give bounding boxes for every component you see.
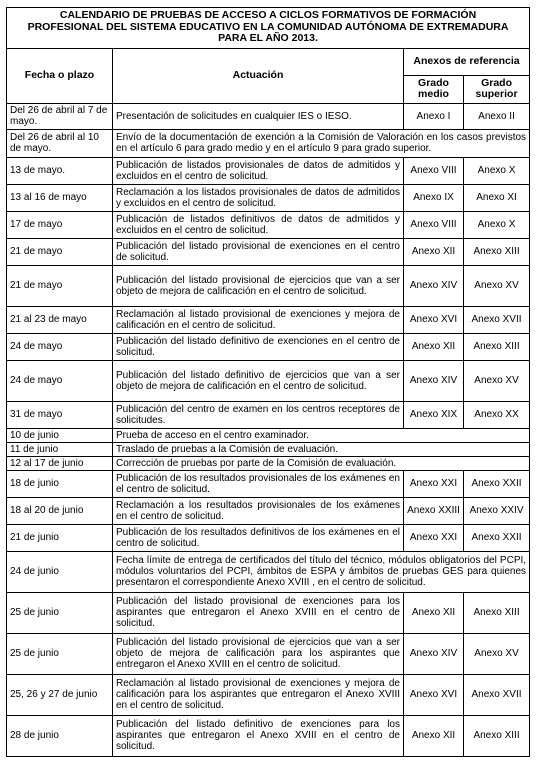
header-row: [7, 48, 530, 75]
anexo-medio-cell: Anexo XII: [404, 592, 464, 633]
anexo-superior-cell: Anexo XXII: [464, 470, 530, 497]
actuacion-cell: Publicación del centro de examen en los centros receptores de solicitudes.: [113, 401, 404, 428]
anexo-superior-cell: Anexo XV: [464, 265, 530, 306]
fecha-cell: 18 de junio: [7, 470, 113, 497]
actuacion-cell: Publicación del listado provisional de exenciones para los aspirantes que entregaron el Anexo XVIII en el centro de solicitud.: [113, 592, 404, 633]
actuacion-cell: Publicación del listado definitivo de exenciones para los aspirantes que entregaron el Anexo XVIII en el centro de solicitud.: [113, 715, 404, 756]
table-row: [7, 184, 530, 211]
table-row: [7, 129, 530, 157]
fecha-cell: 17 de mayo: [7, 211, 113, 238]
anexo-superior-cell: Anexo XV: [464, 360, 530, 401]
anexo-medio-cell: Anexo XXI: [404, 524, 464, 551]
actuacion-cell: Fecha límite de entrega de certificados del título del técnico, módulos obligatorios del PCPI, módulos voluntarios del PCPI, ámbitos de ESPA y ámbitos de pruebas GES para quienes presentaron el correspondiente Anexo XVIII , en el centro de solicitud.: [113, 551, 530, 592]
anexo-medio-cell: Anexo XIV: [404, 265, 464, 306]
fecha-cell: 11 de junio: [7, 442, 113, 456]
actuacion-cell: Publicación de los resultados definitivos de los exámenes en el centro de solicitud.: [113, 524, 404, 551]
table-row: [7, 306, 530, 333]
fecha-cell: 13 al 16 de mayo: [7, 184, 113, 211]
title-row: [7, 8, 530, 49]
anexo-superior-cell: Anexo XIII: [464, 238, 530, 265]
anexo-superior-cell: Anexo X: [464, 157, 530, 184]
fecha-cell: 21 de junio: [7, 524, 113, 551]
fecha-cell: 31 de mayo: [7, 401, 113, 428]
anexo-medio-cell: Anexo XII: [404, 715, 464, 756]
anexo-superior-cell: Anexo XV: [464, 633, 530, 674]
actuacion-cell: Publicación del listado provisional de ejercicios que van a ser objeto de mejora de calificación en el centro de solicitud.: [113, 265, 404, 306]
actuacion-cell: Reclamación a los listados provisionales de datos de admitidos y excluidos en el centro de solicitud.: [113, 184, 404, 211]
table-row: [7, 456, 530, 470]
anexo-medio-cell: Anexo XII: [404, 333, 464, 360]
table-row: [7, 333, 530, 360]
table-row: [7, 470, 530, 497]
table-row: [7, 442, 530, 456]
fecha-cell: 21 al 23 de mayo: [7, 306, 113, 333]
fecha-cell: Del 26 de abril al 10 de mayo.: [7, 129, 113, 157]
anexo-superior-cell: Anexo XIII: [464, 592, 530, 633]
table-row: [7, 103, 530, 129]
actuacion-cell: Publicación de listados provisionales de datos de admitidos y excluidos en el centro de solicitud.: [113, 157, 404, 184]
fecha-cell: 28 de junio: [7, 715, 113, 756]
table-row: [7, 551, 530, 592]
anexo-superior-cell: Anexo XIII: [464, 715, 530, 756]
fecha-cell: 24 de mayo: [7, 360, 113, 401]
actuacion-cell: Publicación del listado definitivo de exenciones en el centro de solicitud.: [113, 333, 404, 360]
table-row: [7, 428, 530, 442]
table-row: [7, 592, 530, 633]
table-row: [7, 360, 530, 401]
table-row: [7, 633, 530, 674]
anexo-superior-cell: Anexo XI: [464, 184, 530, 211]
header-grado-medio: Grado medio: [404, 75, 464, 103]
anexo-medio-cell: Anexo XIV: [404, 360, 464, 401]
anexo-medio-cell: Anexo XVI: [404, 674, 464, 715]
anexo-superior-cell: Anexo X: [464, 211, 530, 238]
actuacion-cell: Presentación de solicitudes en cualquier IES o IESO.: [113, 103, 404, 129]
fecha-cell: 25 de junio: [7, 633, 113, 674]
anexo-medio-cell: Anexo XII: [404, 238, 464, 265]
anexo-medio-cell: Anexo VIII: [404, 211, 464, 238]
fecha-cell: 25, 26 y 27 de junio: [7, 674, 113, 715]
actuacion-cell: Publicación del listado definitivo de ejercicios que van a ser objeto de mejora de calificación en el centro de solicitud.: [113, 360, 404, 401]
fecha-cell: 24 de junio: [7, 551, 113, 592]
actuacion-cell: Envío de la documentación de exención a la Comisión de Valoración en los casos previstos en el artículo 6 para grado medio y en el artículo 9 para grado superior.: [113, 129, 530, 157]
anexo-superior-cell: Anexo XVII: [464, 674, 530, 715]
fecha-cell: 18 al 20 de junio: [7, 497, 113, 524]
table-row: [7, 238, 530, 265]
calendar-table: [6, 7, 530, 757]
table-title: CALENDARIO DE PRUEBAS DE ACCESO A CICLOS FORMATIVOS DE FORMACIÓN PROFESIONAL DEL SISTEMA EDUCATIVO EN LA COMUNIDAD AUTÓNOMA DE EXTREMADURA PARA EL AÑO 2013.: [7, 8, 530, 49]
header-anexos: Anexos de referencia: [404, 48, 530, 75]
anexo-medio-cell: Anexo XVI: [404, 306, 464, 333]
anexo-medio-cell: Anexo XIX: [404, 401, 464, 428]
table-row: [7, 211, 530, 238]
table-row: [7, 157, 530, 184]
fecha-cell: 13 de mayo.: [7, 157, 113, 184]
actuacion-cell: Reclamación a los resultados provisionales de los exámenes en el centro de solicitud.: [113, 497, 404, 524]
anexo-medio-cell: Anexo VIII: [404, 157, 464, 184]
actuacion-cell: Publicación de listados definitivos de datos de admitidos y excluidos en el centro de solicitud.: [113, 211, 404, 238]
fecha-cell: 21 de mayo: [7, 238, 113, 265]
fecha-cell: 25 de junio: [7, 592, 113, 633]
fecha-cell: 10 de junio: [7, 428, 113, 442]
actuacion-cell: Traslado de pruebas a la Comisión de evaluación.: [113, 442, 530, 456]
anexo-superior-cell: Anexo XIII: [464, 333, 530, 360]
actuacion-cell: Publicación del listado provisional de ejercicios que van a ser objeto de mejora de calificación para los aspirantes que entregaron el Anexo XVIII en el centro de solicitud.: [113, 633, 404, 674]
anexo-superior-cell: Anexo XVII: [464, 306, 530, 333]
anexo-superior-cell: Anexo XXIV: [464, 497, 530, 524]
anexo-medio-cell: Anexo XXI: [404, 470, 464, 497]
fecha-cell: 24 de mayo: [7, 333, 113, 360]
fecha-cell: 12 al 17 de junio: [7, 456, 113, 470]
actuacion-cell: Reclamación al listado provisional de exenciones y mejora de calificación para los aspirantes que entregaron el Anexo XVIII en el centro de solicitud.: [113, 674, 404, 715]
table-row: [7, 401, 530, 428]
table-row: [7, 497, 530, 524]
fecha-cell: Del 26 de abril al 7 de mayo.: [7, 103, 113, 129]
actuacion-cell: Publicación del listado provisional de exenciones en el centro de solicitud.: [113, 238, 404, 265]
header-fecha: Fecha o plazo: [7, 48, 113, 103]
table-row: [7, 265, 530, 306]
header-grado-superior: Grado superior: [464, 75, 530, 103]
table-row: [7, 524, 530, 551]
actuacion-cell: Publicación de los resultados provisionales de los exámenes en el centro de solicitud.: [113, 470, 404, 497]
anexo-medio-cell: Anexo I: [404, 103, 464, 129]
anexo-superior-cell: Anexo XX: [464, 401, 530, 428]
actuacion-cell: Reclamación al listado provisional de exenciones y mejora de calificación en el centro de solicitud.: [113, 306, 404, 333]
anexo-medio-cell: Anexo XXIII: [404, 497, 464, 524]
fecha-cell: 21 de mayo: [7, 265, 113, 306]
actuacion-cell: Prueba de acceso en el centro examinador.: [113, 428, 530, 442]
anexo-medio-cell: Anexo XIV: [404, 633, 464, 674]
anexo-medio-cell: Anexo IX: [404, 184, 464, 211]
table-row: [7, 715, 530, 756]
anexo-superior-cell: Anexo II: [464, 103, 530, 129]
anexo-superior-cell: Anexo XXII: [464, 524, 530, 551]
header-actuacion: Actuación: [113, 48, 404, 103]
table-body: [7, 103, 530, 756]
actuacion-cell: Corrección de pruebas por parte de la Comisión de evaluación.: [113, 456, 530, 470]
table-row: [7, 674, 530, 715]
